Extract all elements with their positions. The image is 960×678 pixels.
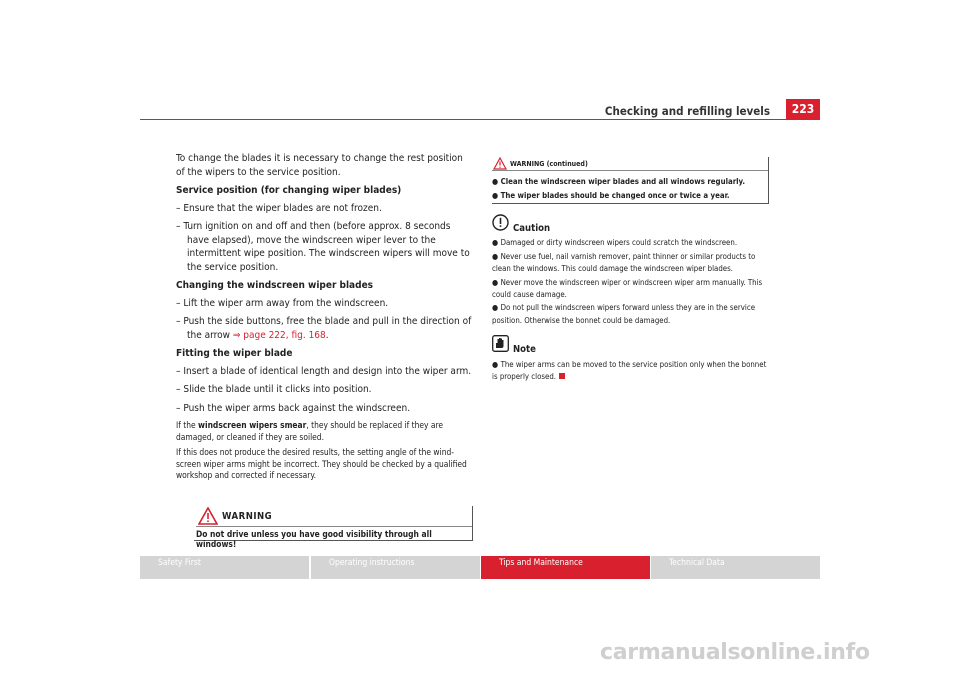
- changing-heading: Changing the windscreen wiper blades: [176, 280, 374, 291]
- page-reference-link[interactable]: ⇒ page 222, fig. 168: [232, 329, 326, 341]
- smear-pre: If the: [176, 420, 199, 430]
- list-item: [492, 175, 745, 189]
- page-number: 223: [786, 99, 820, 119]
- note-heading: [492, 335, 772, 356]
- list-item: [492, 251, 772, 276]
- tab-tips-and-maintenance[interactable]: Tips and Maintenance: [481, 556, 650, 579]
- caution-item-text: Damaged or dirty windscreen wipers could scratch the windscreen.: [500, 238, 738, 248]
- note-item-text: The wiper arms can be moved to the service position only when the bonnet is properly closed.: [492, 359, 767, 382]
- service-step: – Turn ignition on and off and then (before approx. 8 seconds have elapsed), move the windscreen wiper lever to the intermittent wipe position. The windscreen wipers will move to the service position.: [176, 221, 470, 273]
- tab-technical-data[interactable]: Technical Data: [651, 556, 820, 579]
- fitting-heading: Fitting the wiper blade: [176, 348, 293, 359]
- watermark: carmanualsonline.info: [600, 640, 870, 665]
- left-column: [176, 152, 472, 486]
- intro-paragraph: To change the blades it is necessary to change the rest position of the wipers to the service position.: [176, 153, 463, 178]
- warning-continued-box: [492, 157, 769, 204]
- section-title: Checking and refilling levels: [604, 104, 770, 118]
- smear-paragraph: [176, 420, 472, 443]
- warning-continued-list: [492, 175, 745, 202]
- angle-paragraph: If this does not produce the desired results, the setting angle of the wind-screen wiper arms might be incorrect. They should be checked by a qualified workshop and corrected if necessary.: [176, 447, 467, 481]
- warning-item-text: The wiper blades should be changed once or twice a year.: [500, 190, 730, 200]
- caution-heading: [492, 214, 772, 235]
- changing-step: – Lift the wiper arm away from the windscreen.: [176, 297, 389, 309]
- bullet-icon: ●: [492, 359, 501, 369]
- warning-separator: [196, 526, 472, 527]
- warning-text: Do not drive unless you have good visibility through all windows!: [196, 529, 432, 549]
- list-item: [492, 359, 772, 384]
- list-item: [492, 302, 772, 327]
- caution-item-text: Never move the windscreen wiper or windscreen wiper arm manually. This could cause damage.: [492, 277, 763, 300]
- smear-bold: windscreen wipers smear: [198, 420, 307, 430]
- end-mark-icon: [559, 373, 565, 379]
- warning-triangle-icon: [493, 155, 507, 174]
- bullet-icon: ●: [492, 251, 501, 261]
- bullet-icon: ●: [492, 303, 501, 313]
- exclamation-circle-icon: [492, 214, 509, 235]
- service-heading: Service position (for changing wiper blades): [176, 185, 402, 196]
- warning-separator: [492, 170, 768, 171]
- bullet-icon: ●: [492, 238, 501, 248]
- caution-item-text: Do not pull the windscreen wipers forward unless they are in the service position. Otherwise the bonnet could be damaged.: [492, 303, 756, 325]
- list-item: [492, 189, 745, 203]
- bullet-icon: ●: [492, 277, 501, 287]
- caution-item-text: Never use fuel, nail varnish remover, paint thinner or similar products to clean the windows. This could damage the windscreen wiper blades.: [492, 251, 756, 274]
- fitting-step: – Slide the blade until it clicks into position.: [176, 384, 372, 395]
- list-item: [492, 237, 772, 249]
- caution-title: Caution: [513, 223, 551, 234]
- tab-safety-first[interactable]: Safety First: [140, 556, 309, 579]
- changing-step-text: – Push the side buttons, free the blade and pull in the direction of the arrow: [176, 316, 472, 341]
- note-title: Note: [513, 344, 536, 356]
- header-rule: [140, 119, 820, 120]
- service-step: – Ensure that the wiper blades are not frozen.: [176, 202, 382, 214]
- bullet-icon: ●: [492, 190, 501, 200]
- changing-step-end: .: [325, 329, 329, 341]
- tab-operating-instructions[interactable]: Operating instructions: [311, 556, 480, 579]
- warning-box: [194, 506, 473, 549]
- bullet-icon: ●: [492, 177, 501, 186]
- warning-title: WARNING: [222, 511, 273, 522]
- fitting-step: – Insert a blade of identical length and design into the wiper arm.: [176, 365, 472, 377]
- note-hand-icon: [492, 335, 509, 356]
- changing-step: [176, 315, 472, 342]
- smear-post: , they should be replaced if they are damaged, or cleaned if they are soiled.: [176, 420, 444, 442]
- fitting-step: – Push the wiper arms back against the windscreen.: [176, 402, 411, 414]
- right-column: [492, 214, 772, 384]
- warning-item-text: Clean the windscreen wiper blades and all windows regularly.: [500, 177, 746, 186]
- list-item: [492, 277, 772, 302]
- warning-continued-title: WARNING (continued): [510, 160, 588, 168]
